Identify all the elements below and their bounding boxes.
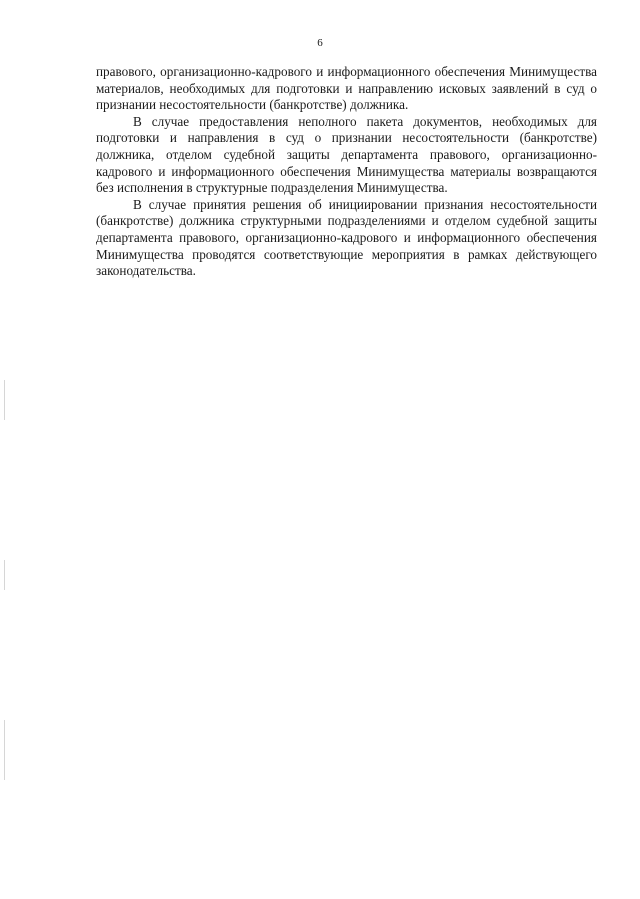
paragraph-incomplete-documents: В случае предоставления неполного пакета документов, необходимых для подготовки и направления в суд о признании несостоятельности (банкротстве) должника, отделом судебной защиты департамента правового, организационно-кадрового и информационного обеспечения Минимущества материалы возвращаются без исполнения в структурные подразделения Минимущества. <box>96 113 597 196</box>
document-body <box>96 64 597 280</box>
paragraph-continuation: правового, организационно-кадрового и информационного обеспечения Минимущества материалов, необходимых для подготовки и направлению исковых заявлений в суд о признании несостоятельности (банкротстве) должника. <box>96 64 597 113</box>
scan-edge-mark <box>4 560 5 590</box>
scan-edge-mark <box>4 380 5 420</box>
page-number: 6 <box>317 37 323 49</box>
scan-edge-mark <box>4 720 5 780</box>
paragraph-bankruptcy-initiation: В случае принятия решения об инициировании признания несостоятельности (банкротстве) должника структурными подразделениями и отделом судебной защиты департамента правового, организационно-кадрового и информационного обеспечения Минимущества проводятся соответствующие мероприятия в рамках действующего законодательства. <box>96 196 597 279</box>
